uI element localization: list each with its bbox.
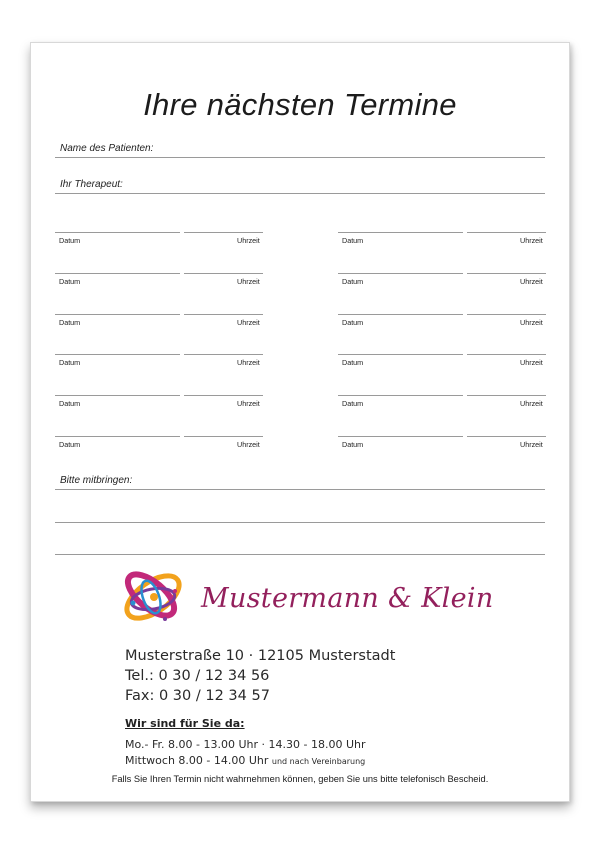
date-line[interactable]	[55, 232, 180, 233]
date-line[interactable]	[55, 273, 180, 274]
therapist-line[interactable]	[55, 193, 545, 194]
date-line[interactable]	[338, 436, 463, 437]
date-line[interactable]	[338, 273, 463, 274]
practice-address: Musterstraße 10 · 12105 Musterstadt	[125, 648, 396, 664]
hours-weekdays: Mo.- Fr. 8.00 - 13.00 Uhr · 14.30 - 18.00 Uhr	[125, 738, 366, 751]
date-label: Datum	[342, 318, 364, 327]
date-label: Datum	[59, 358, 81, 367]
time-label: Uhrzeit	[237, 318, 260, 327]
hours-note: und nach Vereinbarung	[271, 757, 366, 766]
practice-phone: Tel.: 0 30 / 12 34 56	[125, 668, 270, 684]
time-label: Uhrzeit	[520, 236, 543, 245]
date-line[interactable]	[338, 232, 463, 233]
date-label: Datum	[59, 399, 81, 408]
bring-line-3[interactable]	[55, 554, 545, 555]
time-label: Uhrzeit	[237, 440, 260, 449]
time-line[interactable]	[184, 273, 263, 274]
time-line[interactable]	[467, 273, 546, 274]
bring-label: Bitte mitbringen:	[60, 475, 133, 486]
time-line[interactable]	[467, 436, 546, 437]
time-line[interactable]	[467, 395, 546, 396]
hours-title: Wir sind für Sie da:	[125, 717, 245, 730]
date-line[interactable]	[55, 436, 180, 437]
time-line[interactable]	[467, 232, 546, 233]
practice-name: Mustermann & Klein	[201, 583, 494, 614]
time-line[interactable]	[467, 354, 546, 355]
time-line[interactable]	[184, 436, 263, 437]
practice-logo	[117, 561, 187, 633]
logo-graphic	[117, 561, 187, 633]
time-label: Uhrzeit	[237, 277, 260, 286]
therapist-label: Ihr Therapeut:	[60, 179, 123, 190]
time-line[interactable]	[467, 314, 546, 315]
appointment-card	[30, 42, 570, 802]
date-line[interactable]	[55, 314, 180, 315]
hours-wednesday	[125, 754, 365, 767]
time-label: Uhrzeit	[520, 399, 543, 408]
date-label: Datum	[342, 277, 364, 286]
date-line[interactable]	[55, 395, 180, 396]
date-label: Datum	[342, 440, 364, 449]
time-label: Uhrzeit	[520, 277, 543, 286]
time-line[interactable]	[184, 232, 263, 233]
patient-name-line[interactable]	[55, 157, 545, 158]
time-label: Uhrzeit	[520, 440, 543, 449]
practice-fax: Fax: 0 30 / 12 34 57	[125, 688, 270, 704]
time-label: Uhrzeit	[520, 358, 543, 367]
hours-wednesday-text: Mittwoch 8.00 - 14.00 Uhr	[125, 754, 269, 767]
date-line[interactable]	[338, 314, 463, 315]
date-label: Datum	[342, 399, 364, 408]
time-label: Uhrzeit	[237, 358, 260, 367]
patient-name-label: Name des Patienten:	[60, 143, 154, 154]
bring-line-2[interactable]	[55, 522, 545, 523]
date-label: Datum	[59, 277, 81, 286]
date-line[interactable]	[338, 354, 463, 355]
time-label: Uhrzeit	[237, 236, 260, 245]
page-title: Ihre nächsten Termine	[143, 87, 457, 122]
date-line[interactable]	[55, 354, 180, 355]
date-label: Datum	[342, 358, 364, 367]
bring-line-1[interactable]	[55, 489, 545, 490]
date-line[interactable]	[338, 395, 463, 396]
time-line[interactable]	[184, 354, 263, 355]
date-label: Datum	[59, 236, 81, 245]
time-line[interactable]	[184, 314, 263, 315]
date-label: Datum	[59, 440, 81, 449]
time-label: Uhrzeit	[237, 399, 260, 408]
date-label: Datum	[59, 318, 81, 327]
footer-note: Falls Sie Ihren Termin nicht wahrnehmen können, geben Sie uns bitte telefonisch Bescheid.	[111, 774, 489, 784]
date-label: Datum	[342, 236, 364, 245]
time-line[interactable]	[184, 395, 263, 396]
time-label: Uhrzeit	[520, 318, 543, 327]
